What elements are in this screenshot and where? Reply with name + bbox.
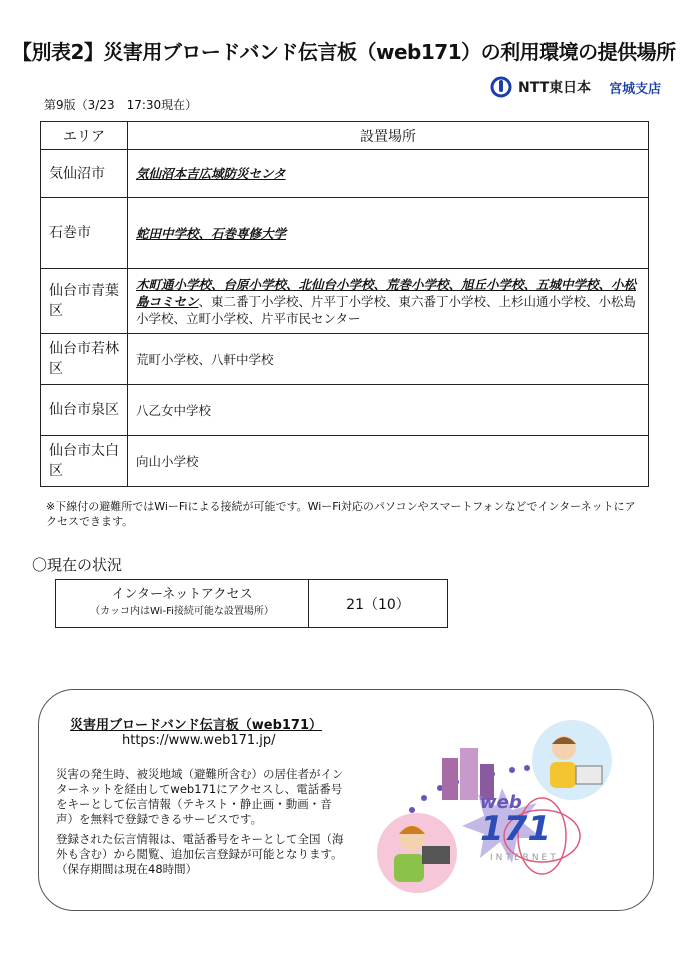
location-cell bbox=[128, 150, 649, 198]
other-locations: 、東二番丁小学校、片平丁小学校、東六番丁小学校、上杉山通小学校、小松島小学校、立町小学校、片平市民センター bbox=[136, 293, 637, 326]
location-cell bbox=[128, 334, 649, 385]
status-label: インターネットアクセス bbox=[111, 587, 253, 602]
web171-illustration bbox=[372, 718, 622, 900]
table-row bbox=[41, 269, 649, 334]
table-row bbox=[41, 150, 649, 198]
table-row bbox=[41, 385, 649, 436]
person-body-icon bbox=[550, 762, 576, 788]
wifi-locations: 気仙沼本吉広域防災センタ bbox=[136, 166, 286, 181]
column-header-area: エリア bbox=[41, 122, 128, 150]
info-description-2: 登録された伝言情報は、電話番号をキーとして全国（海外も含む）から閲覧、追加伝言登録が可能となります。（保存期間は現在48時間） bbox=[56, 832, 344, 876]
area-cell: 仙台市太白区 bbox=[41, 436, 128, 487]
status-sublabel: （カッコ内はWi-Fi接続可能な設置場所） bbox=[90, 606, 274, 617]
status-heading: 〇現在の状況 bbox=[32, 556, 123, 574]
person-body-icon-2 bbox=[394, 854, 424, 882]
table-header-row bbox=[41, 122, 649, 150]
wifi-footnote: ※下線付の避難所ではWiーFiによる接続が可能です。WiーFi対応のパソコンやスマートフォンなどでインターネットにアクセスできます。 bbox=[46, 500, 636, 528]
column-header-location: 設置場所 bbox=[128, 122, 649, 150]
info-url-link[interactable]: https://www.web171.jp/ bbox=[122, 733, 276, 748]
person-circle-top bbox=[532, 720, 612, 800]
version-label: 第9版（3/23 17:30現在） bbox=[44, 98, 198, 112]
table-row bbox=[41, 436, 649, 487]
other-locations: 向山小学校 bbox=[136, 453, 199, 469]
other-locations: 荒町小学校、八軒中学校 bbox=[136, 351, 274, 367]
table-row bbox=[41, 198, 649, 269]
table-row bbox=[41, 334, 649, 385]
company-logo bbox=[490, 76, 661, 98]
location-cell bbox=[128, 436, 649, 487]
laptop-icon-2 bbox=[422, 846, 450, 864]
ntt-logo-icon bbox=[490, 76, 512, 98]
wifi-locations: 蛇田中学校、石巻専修大学 bbox=[136, 225, 287, 241]
other-locations: 八乙女中学校 bbox=[136, 402, 212, 418]
company-name: NTT東日本 bbox=[518, 80, 592, 96]
page-title: 【別表2】災害用ブロードバンド伝言板（web171）の利用環境の提供場所 bbox=[12, 40, 676, 64]
branch-name: 宮城支店 bbox=[609, 81, 662, 97]
logo-number: 171 bbox=[480, 809, 551, 849]
info-title: 災害用ブロードバンド伝言板（web171） bbox=[70, 718, 323, 733]
status-table bbox=[55, 579, 448, 628]
status-value: 21（10） bbox=[309, 580, 448, 628]
status-label-cell bbox=[56, 580, 309, 628]
area-cell: 気仙沼市 bbox=[41, 150, 128, 198]
wifi-locations: 木町通小学校、台原小学校、北仙台小学校、荒巻小学校、旭丘小学校、五城中学校、小松島コミセン bbox=[136, 276, 637, 309]
area-cell: 仙台市若林区 bbox=[41, 334, 128, 385]
locations-table bbox=[40, 121, 649, 487]
laptop-icon bbox=[576, 766, 602, 784]
area-cell: 仙台市青葉区 bbox=[41, 269, 128, 334]
logo-word: web bbox=[480, 792, 522, 813]
area-cell: 仙台市泉区 bbox=[41, 385, 128, 436]
logo-caption: INTERNET bbox=[490, 853, 559, 863]
info-description: 災害の発生時、被災地域（避難所含む）の居住者がインターネットを経由してweb171にアクセスし、電話番号をキーとして伝言情報（テキスト・静止画・動画・音声）を無料で登録できるサービスです。 bbox=[56, 767, 344, 826]
area-cell: 石巻市 bbox=[41, 198, 128, 269]
status-row bbox=[56, 580, 448, 628]
location-cell bbox=[128, 198, 649, 269]
location-cell bbox=[128, 269, 649, 334]
location-cell bbox=[128, 385, 649, 436]
